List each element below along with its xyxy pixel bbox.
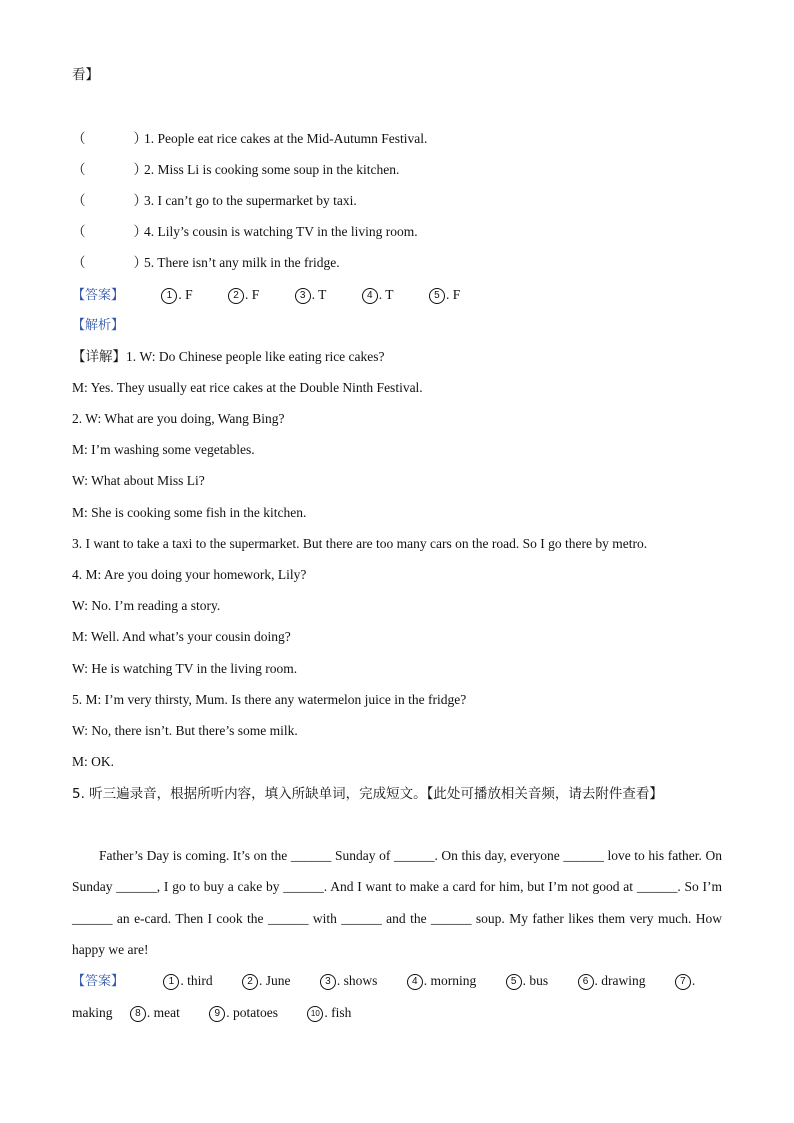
answer-item: 1 . F: [161, 286, 192, 304]
answer-bracket: （ ）: [72, 162, 147, 178]
answer-item: 2 . F: [228, 286, 259, 304]
analysis-label: 【解析】: [72, 318, 125, 333]
answer-item: 4 . T: [362, 286, 394, 304]
section-5-title: 5. 听三遍录音，根据所听内容，填入所缺单词，完成短文。【此处可播放相关音频，请去附件查看】: [72, 786, 663, 802]
passage-text: Father’s Day is coming. It’s on the ______ Sunday of ______. On this day, everyone ______ love to his father. On Sunday ______, I go to buy a cake by ______. And I want to make a card for him, but I’m not good at ______. So I’m ______ an e-card. Then I cook the ______ with ______ and the ______ soup. My father likes them very much. How happy we are!: [72, 848, 722, 957]
passage: [72, 840, 722, 965]
answer-bracket: （ ）: [72, 224, 147, 240]
transcript-line: 4. M: Are you doing your homework, Lily?: [72, 567, 307, 582]
answer-item: 7 .: [675, 965, 695, 996]
statement-5: [72, 254, 340, 272]
answer-bracket: （ ）: [72, 193, 147, 209]
answer-item: 5 . F: [429, 286, 460, 304]
statement-3: [72, 192, 357, 210]
answer-item: 6 . drawing: [578, 965, 646, 996]
transcript-line: M: Well. And what’s your cousin doing?: [72, 629, 291, 644]
statement-1: [72, 130, 427, 148]
top-fragment: 看】: [72, 67, 99, 83]
answer-item: 2 . June: [242, 965, 291, 996]
transcript-line: 5. M: I’m very thirsty, Mum. Is there any watermelon juice in the fridge?: [72, 692, 467, 707]
transcript-line: W: He is watching TV in the living room.: [72, 661, 298, 676]
statement-text: 4. Lily’s cousin is watching TV in the living room.: [144, 224, 418, 239]
answers-row-1: [72, 286, 492, 305]
answer-label: 【答案】: [72, 974, 125, 989]
answer-item: 4 . morning: [407, 965, 477, 996]
transcript-line: M: I’m washing some vegetables.: [72, 442, 255, 457]
answer-item: 10 . fish: [307, 997, 351, 1028]
transcript-line: W: No. I’m reading a story.: [72, 598, 221, 613]
detail-label: 【详解】: [72, 349, 126, 365]
answer-item: 1 . third: [163, 965, 212, 996]
statement-text: 1. People eat rice cakes at the Mid-Autumn Festival.: [144, 131, 428, 146]
answer-bracket: （ ）: [72, 255, 147, 271]
transcript-line: W: What about Miss Li?: [72, 473, 205, 488]
answer-label: 【答案】: [72, 288, 125, 303]
transcript-line: M: OK.: [72, 754, 115, 769]
statement-text: 5. There isn’t any milk in the fridge.: [144, 255, 340, 270]
statement-text: 2. Miss Li is cooking some soup in the kitchen.: [144, 162, 400, 177]
transcript-line: 【详解】1. W: Do Chinese people like eating rice cakes?: [72, 349, 385, 365]
answers-row-2: [72, 965, 722, 1029]
statement-2: [72, 161, 399, 179]
answer-bracket: （ ）: [72, 131, 147, 147]
transcript-line: 3. I want to take a taxi to the supermarket. But there are too many cars on the road. So I go there by metro.: [72, 536, 648, 551]
answer-item: 8 . meat: [130, 997, 180, 1028]
answer-item: 3 . shows: [320, 965, 378, 996]
answer-item: 3 . T: [295, 286, 327, 304]
answer-item: 5 . bus: [506, 965, 549, 996]
statement-4: [72, 223, 418, 241]
statement-text: 3. I can’t go to the supermarket by taxi.: [144, 193, 357, 208]
transcript-line: M: Yes. They usually eat rice cakes at the Double Ninth Festival.: [72, 380, 423, 395]
answer-item: 9 . potatoes: [209, 997, 278, 1028]
transcript-line: M: She is cooking some fish in the kitchen.: [72, 505, 307, 520]
answer-wrap-word: making: [72, 1005, 113, 1021]
transcript-line: W: No, there isn’t. But there’s some milk.: [72, 723, 298, 738]
transcript-line: 2. W: What are you doing, Wang Bing?: [72, 411, 285, 426]
